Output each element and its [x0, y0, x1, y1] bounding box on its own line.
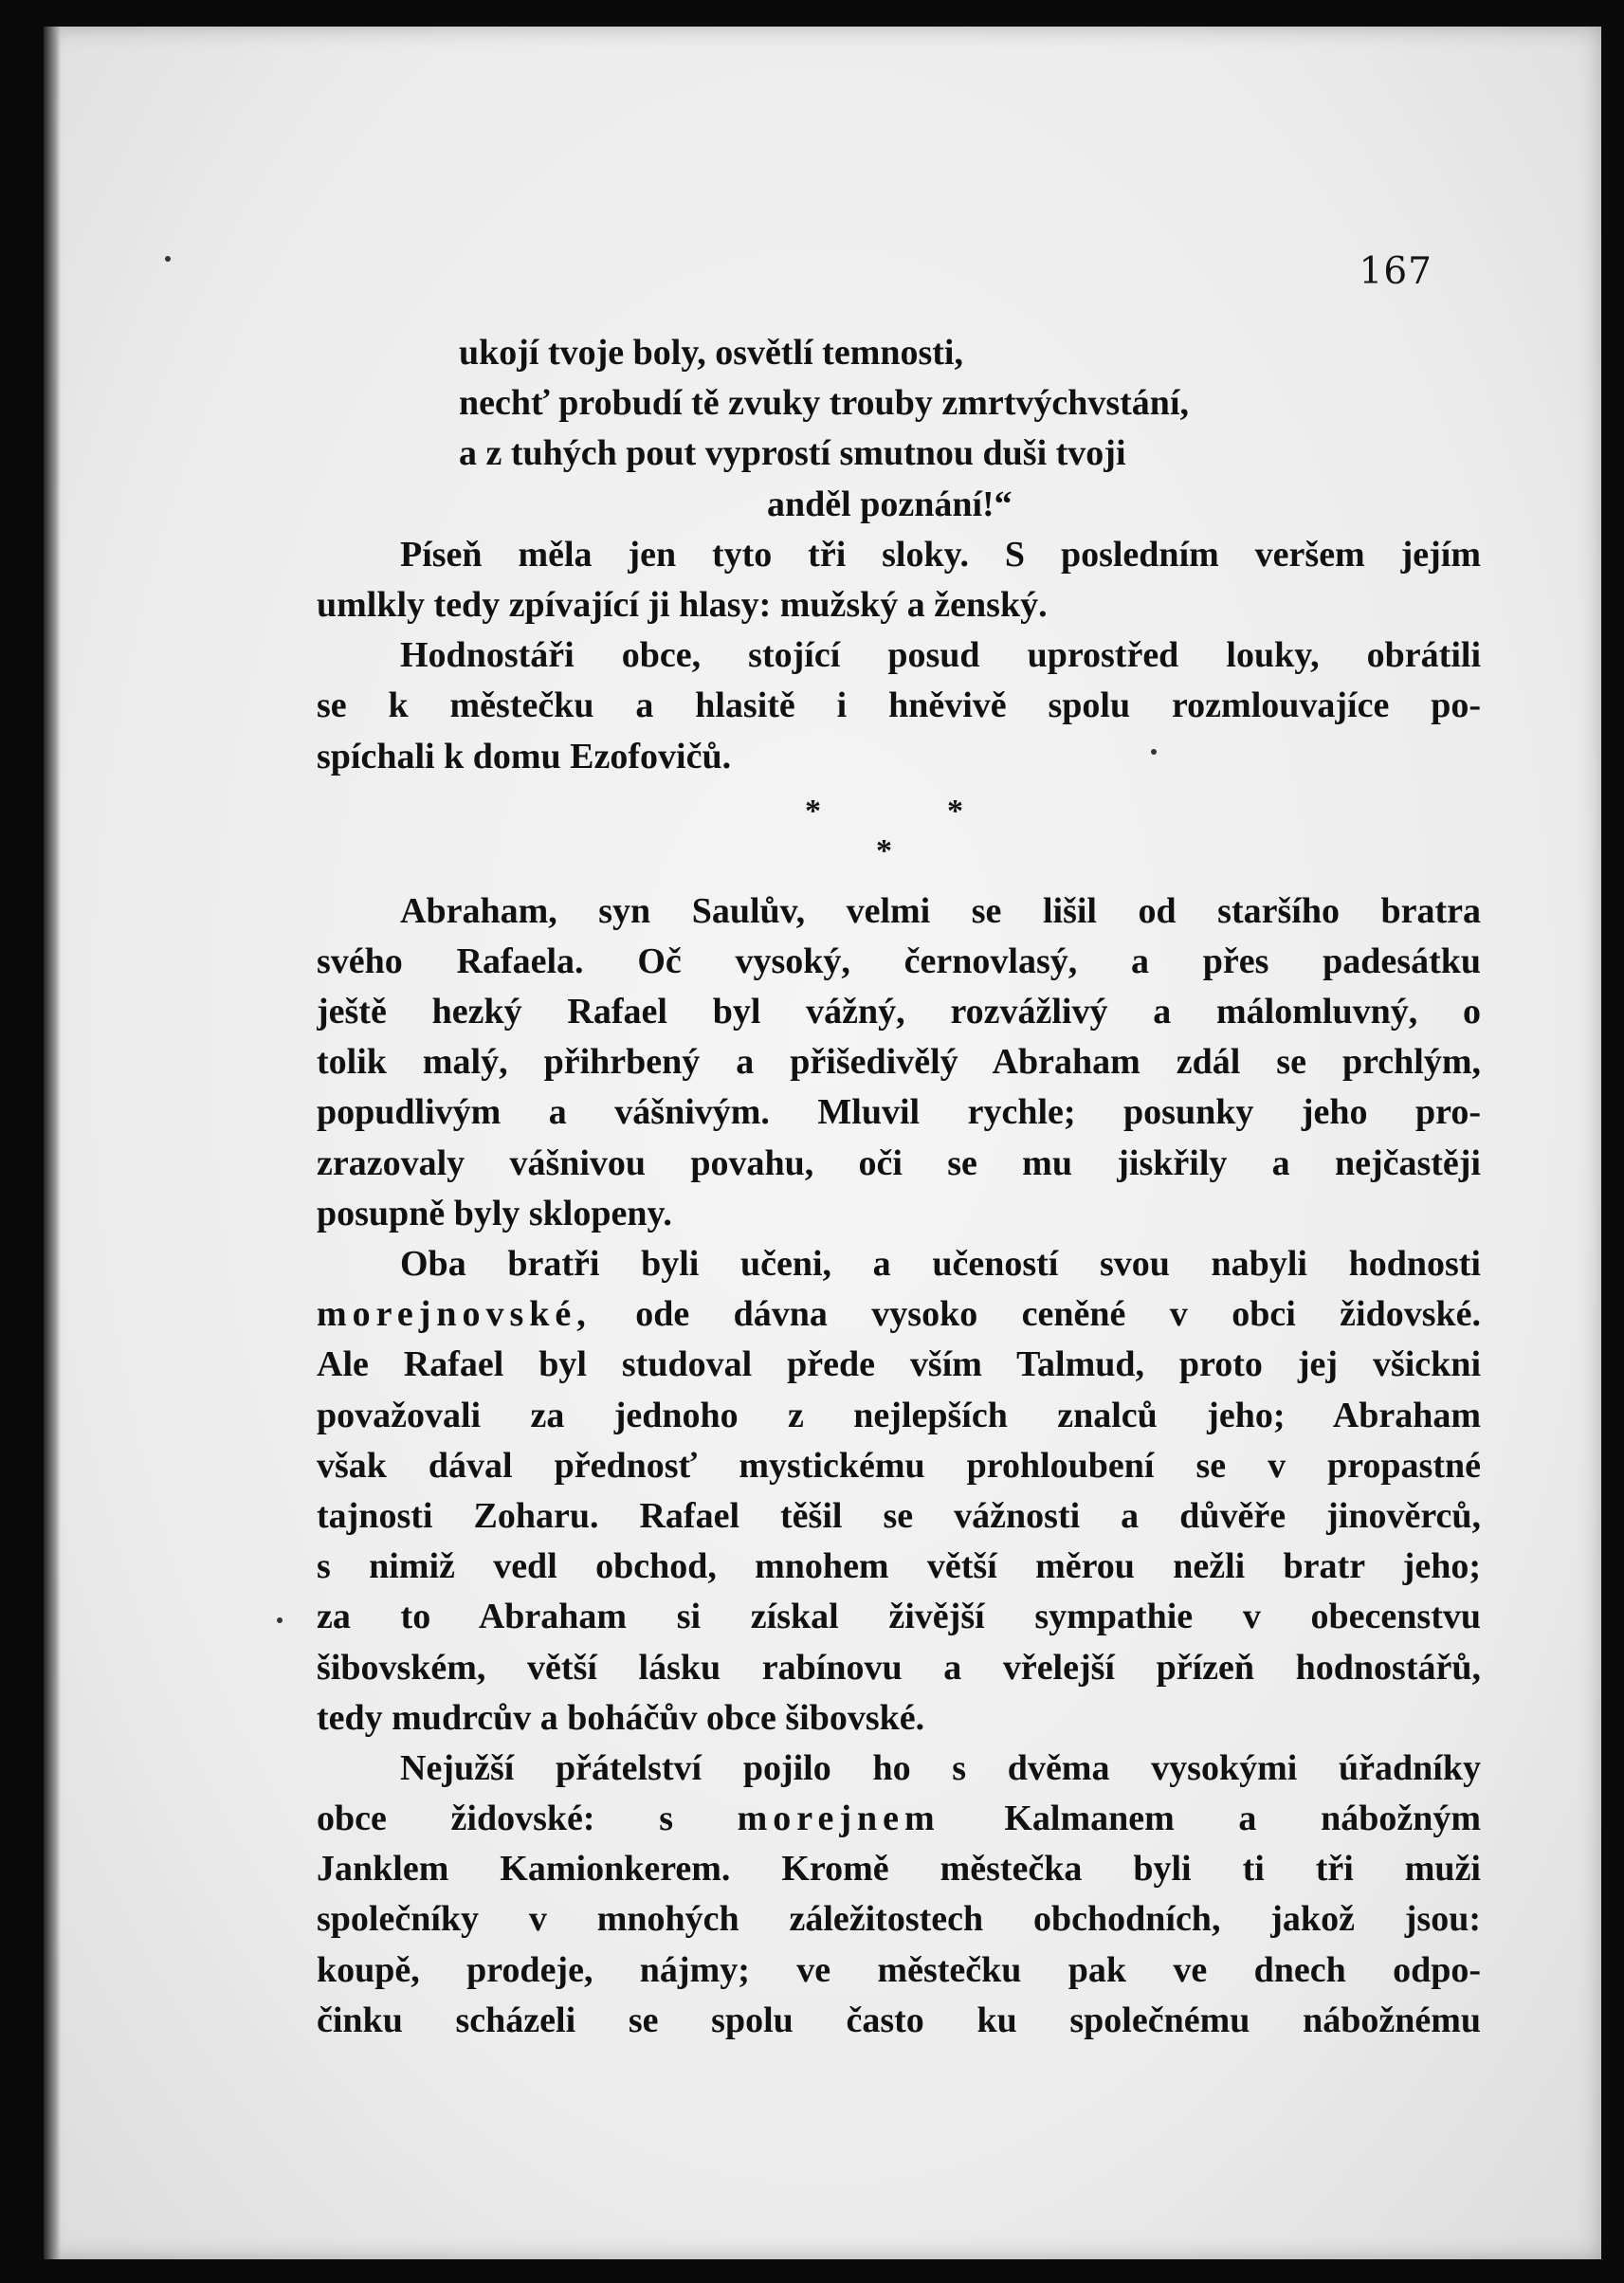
- page-number: 167: [1359, 250, 1432, 293]
- text-line: Oba bratři byli učeni, a učeností svou nabyli hodnosti: [400, 1244, 1481, 1284]
- page-speck: [1151, 749, 1157, 755]
- text-line: tedy mudrcův a boháčův obce šibovské.: [317, 1697, 925, 1738]
- page-speck: [165, 256, 171, 262]
- text-fragment: ode dávna vysoko ceněné v obci židovské.: [635, 1294, 1481, 1335]
- text-line: činku scházeli se spolu často ku společnému nábožnému: [317, 2000, 1481, 2040]
- verse-stanza: [317, 328, 1481, 530]
- text-line: [317, 1289, 1481, 1340]
- separator-asterisk: *: [947, 793, 963, 829]
- page-text: [317, 328, 1481, 2046]
- spaced-word: morejnem: [737, 1799, 940, 1839]
- page-speck: [277, 1617, 283, 1623]
- text-line: [317, 1794, 1481, 1844]
- text-line: ještě hezký Rafael byl vážný, rozvážlivý a málomluvný, o: [317, 992, 1481, 1032]
- text-line: Hodnostáři obce, stojící posud uprostřed louky, obrátili: [400, 635, 1481, 676]
- paragraph-2: [317, 630, 1481, 782]
- text-line: Ale Rafael byl studoval přede vším Talmud, proto jej všickni: [317, 1344, 1481, 1385]
- verse-line: anděl poznání!“: [767, 484, 1013, 524]
- text-line: svého Rafaela. Oč vysoký, černovlasý, a přes padesátku: [317, 941, 1481, 981]
- book-page: [44, 27, 1601, 2259]
- text-line: umlkly tedy zpívající ji hlasy: mužský a ženský.: [317, 584, 1048, 625]
- text-line: Abraham, syn Saulův, velmi se lišil od staršího bratra: [400, 890, 1481, 931]
- text-line: tolik malý, přihrbený a přišedivělý Abraham zdál se prchlým,: [317, 1042, 1481, 1083]
- text-line: koupě, prodeje, nájmy; ve městečku pak ve dnech odpo-: [317, 1949, 1481, 1990]
- text-line: však dával přednosť mystickému prohloubení se v propastné: [317, 1445, 1481, 1486]
- text-line: společníky v mnohých záležitostech obchodních, jakož jsou:: [317, 1899, 1481, 1940]
- verse-line: a z tuhých pout vyprostí smutnou duši tvoji: [459, 433, 1126, 474]
- separator-asterisk: *: [805, 793, 821, 829]
- separator-asterisk: *: [876, 832, 892, 868]
- text-line: šibovském, větší lásku rabínovu a vřelejší přízeň hodnostářů,: [317, 1647, 1481, 1688]
- text-line: spíchali k domu Ezofovičů.: [317, 736, 732, 776]
- text-line: s nimiž vedl obchod, mnohem větší měrou nežli bratr jeho;: [317, 1546, 1481, 1587]
- text-fragment: Kalmanem a nábožným: [1004, 1799, 1481, 1839]
- paragraph-1: [317, 530, 1481, 630]
- verse-line: nechť probudí tě zvuky trouby zmrtvýchvstání,: [459, 383, 1190, 424]
- paragraph-3: [317, 886, 1481, 1239]
- text-line: považovali za jednoho z nejlepších znalců jeho; Abraham: [317, 1395, 1481, 1435]
- text-line: Nejužší přátelství pojilo ho s dvěma vysokými úřadníky: [400, 1747, 1481, 1788]
- text-fragment: obce židovské: s: [317, 1799, 673, 1839]
- text-line: popudlivým a vášnivým. Mluvil rychle; posunky jeho pro-: [317, 1092, 1481, 1133]
- text-line: zrazovaly vášnivou povahu, oči se mu jiskřily a nejčastěji: [317, 1142, 1481, 1183]
- text-line: Janklem Kamionkerem. Kromě městečka byli ti tři muži: [317, 1849, 1481, 1890]
- text-line: posupně byly sklopeny.: [317, 1193, 672, 1233]
- page-gutter-shadow: [44, 27, 61, 2259]
- verse-line: ukojí tvoje boly, osvětlí temnosti,: [459, 333, 963, 373]
- text-line: za to Abraham si získal živější sympathie v obecenstvu: [317, 1597, 1481, 1637]
- spaced-word: morejnovské,: [317, 1294, 592, 1335]
- text-line: se k městečku a hlasitě i hněvivě spolu rozmlouvajíce po-: [317, 685, 1481, 726]
- paragraph-5: [317, 1744, 1481, 2046]
- paragraph-4: [317, 1239, 1481, 1744]
- section-separator: [317, 782, 1481, 886]
- text-line: Píseň měla jen tyto tři sloky. S posledním veršem jejím: [400, 534, 1481, 575]
- text-line: tajnosti Zoharu. Rafael těšil se vážnosti a důvěře jinověrců,: [317, 1495, 1481, 1536]
